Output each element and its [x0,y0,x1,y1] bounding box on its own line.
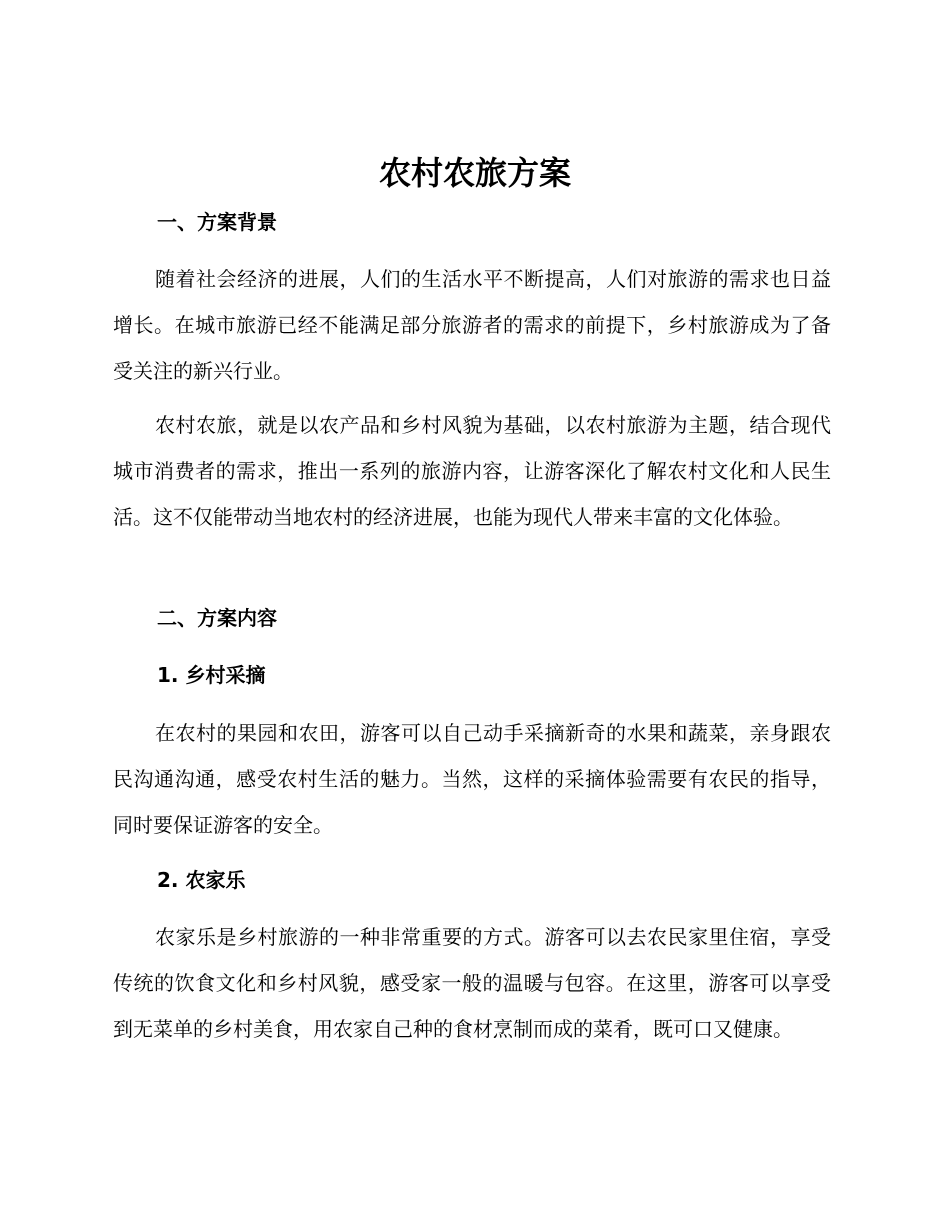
farmhouse-paragraph: 农家乐是乡村旅游的一种非常重要的方式。游客可以去农民家里住宿，享受传统的饮食文化和乡村风貌，感受家一般的温暖与包容。在这里，游客可以享受到无菜单的乡村美食，用农家自己种的食材烹制而成的菜肴，既可口又健康。 [113,925,831,1041]
background-paragraph-1: 随着社会经济的进展，人们的生活水平不断提高，人们对旅游的需求也日益增长。在城市旅游已经不能满足部分旅游者的需求的前提下，乡村旅游成为了备受关注的新兴行业。 [113,267,831,383]
document-title: 农村农旅方案 [378,154,571,192]
background-paragraph-2: 农村农旅，就是以农产品和乡村风貌为基础，以农村旅游为主题，结合现代城市消费者的需求，推出一系列的旅游内容，让游客深化了解农村文化和人民生活。这不仅能带动当地农村的经济进展，也能为现代人带来丰富的文化体验。 [113,413,831,529]
subheading-picking: 1. 乡村采摘 [157,663,266,687]
picking-paragraph: 在农村的果园和农田，游客可以自己动手采摘新奇的水果和蔬菜，亲身跟农民沟通沟通，感受农村生活的魅力。当然，这样的采摘体验需要有农民的指导，同时要保证游客的安全。 [113,721,831,837]
section-heading-background: 一、方案背景 [157,210,277,234]
subheading-farmhouse: 2. 农家乐 [157,868,246,892]
section-heading-content: 二、方案内容 [157,606,277,630]
